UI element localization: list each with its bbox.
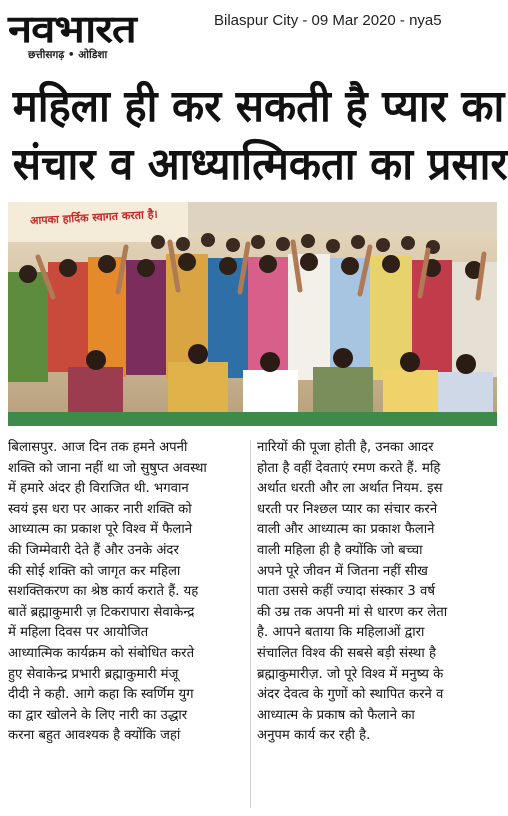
dateline: Bilaspur City - 09 Mar 2020 - nya5 — [214, 12, 442, 29]
article-line: संचालित विश्व की सबसे बड़ी संस्था है — [257, 645, 436, 661]
article-right-column — [257, 438, 497, 810]
article-line: स्वयं इस धरा पर आकर नारी शक्ति को — [8, 501, 192, 517]
article-line: दीदी ने कही. आगे कहा कि स्वर्णिम युग — [8, 687, 194, 703]
article-line: करना बहुत आवश्यक है क्योंकि जहां — [8, 728, 181, 744]
article-line: वाली महिला ही है क्योंकि जो बच्चा — [257, 542, 423, 558]
article-line: आध्यात्मिक कार्यक्रम को संबोधित करते — [8, 645, 195, 661]
article-line: की सोई शक्ति को जागृत कर महिला — [8, 563, 181, 579]
logo-text: नवभारत — [8, 7, 136, 44]
event-photo-illustration — [8, 202, 497, 426]
article-line: शक्ति को जाना नहीं था जो सुषुप्त अवस्था — [8, 460, 207, 476]
article-line: पाता उससे कहीं ज्यादा संस्कार 3 वर्ष — [257, 584, 435, 600]
article-line: आध्यात्म के प्रकाष को फैलाने का — [257, 707, 415, 723]
article-line: अपने पूरे जीवन में जितना नहीं सीख — [257, 563, 428, 579]
article-line: अनुपम कार्य कर रही है. — [257, 728, 371, 744]
article-line: की जिम्मेवारी देते हैं और उनके अंदर — [8, 542, 179, 558]
column-divider — [250, 440, 251, 808]
article-line: धरती पर निश्छल प्यार का संचार करने — [257, 501, 438, 517]
article-line: वाली और आध्यात्म का प्रकाश फैलाने — [257, 522, 435, 538]
article-line: आध्यात्म का प्रकाश पूरे विश्व में फैलाने — [8, 522, 193, 538]
article-line: बातें ब्रह्माकुमारी ज़ टिकरापारा सेवाकेन्द्र — [8, 604, 195, 620]
masthead — [0, 0, 508, 68]
article-line: हुए सेवाकेन्द्र प्रभारी ब्रह्माकुमारी मंजू — [8, 666, 179, 682]
article-line: सशक्तिकरण का श्रेष्ठ कार्य कराते हैं. यह — [8, 584, 199, 600]
article-line: है. आपने बताया कि महिलाओं द्वारा — [257, 625, 425, 641]
article-line: में महिला दिवस पर आयोजित — [8, 625, 149, 641]
article-line: का द्वार खोलने के लिए नारी का उद्धार — [8, 707, 188, 723]
article-line: अंदर देवत्व के गुणों को स्थापित करने व — [257, 687, 444, 703]
article-line: ब्रह्माकुमारीज़. जो पूरे विश्व में मनुष्य के — [257, 666, 444, 682]
photo-banner-text: आपका हार्दिक स्वागत करता है। — [29, 207, 158, 228]
article-left-column — [8, 438, 248, 810]
logo-sub-regions: छत्तीसगढ़ • ओडिशा — [28, 49, 108, 61]
article-line: अर्थात धरती और ला अर्थात नियम. इस — [257, 481, 443, 497]
event-photo — [8, 202, 497, 426]
article-line: होता है वहीं देवताएं रमण करते हैं. महि — [257, 460, 441, 476]
headline-line-2: संचार व आध्यात्मिकता का प्रसार — [12, 139, 508, 190]
newspaper-logo — [4, 4, 200, 44]
article-line: बिलासपुर. आज दिन तक हमने अपनी — [8, 440, 188, 455]
article-line: नारियों की पूजा होती है, उनका आदर — [257, 440, 434, 455]
article-line: की उम्र तक अपनी मां से धारण कर लेता — [257, 604, 448, 620]
headline-line-1: महिला ही कर सकती है प्यार का — [12, 81, 505, 132]
article-line: में हमारे अंदर ही विराजित थी. भगवान — [8, 481, 189, 497]
